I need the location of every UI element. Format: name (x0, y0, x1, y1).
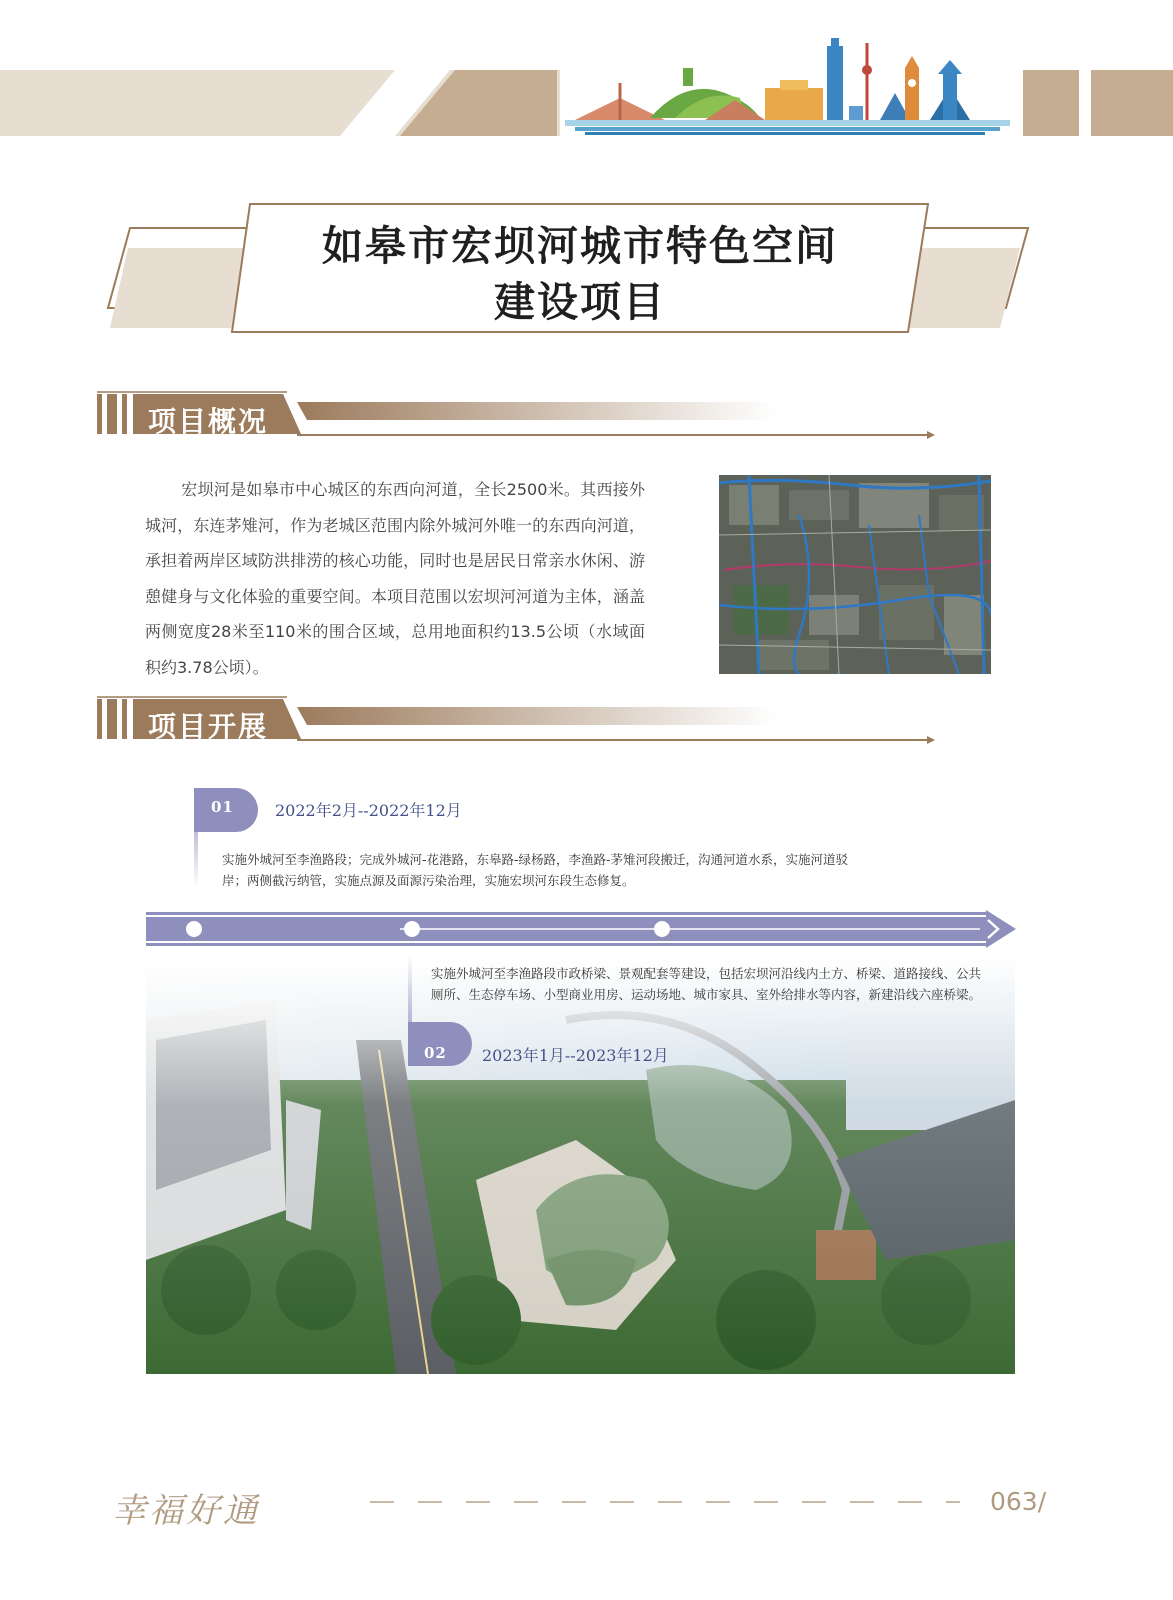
river-location-map (719, 475, 991, 674)
page-title (250, 218, 910, 330)
timeline-step-01-number: 01 (211, 798, 234, 816)
page-title-line-1: 如皋市宏坝河城市特色空间 (322, 222, 838, 270)
timeline-step-02-number: 02 (424, 1044, 447, 1062)
city-skyline-illustration (565, 38, 1015, 138)
timeline-step-02-desc: 实施外城河至李渔路段市政桥梁、景观配套等建设，包括宏坝河沿线内土方、桥梁、道路接线、公共厕所、生态停车场、小型商业用房、运动场地、城市家具、室外给排水等内容，新建沿线六座桥梁。 (431, 966, 982, 1002)
footer-dashed-line (370, 1500, 960, 1504)
timeline-step-01-date: 2022年2月--2022年12月 (275, 801, 462, 820)
page-title-line-2: 建设项目 (494, 278, 666, 326)
header-block-right-2 (1091, 70, 1173, 136)
timeline-graphic (140, 780, 1020, 1080)
overview-paragraph (145, 472, 645, 685)
timeline-step-02-date: 2023年1月--2023年12月 (482, 1046, 669, 1065)
page-number: 063/ (990, 1487, 1047, 1516)
overview-text: 宏坝河是如皋市中心城区的东西向河道，全长2500米。其西接外城河，东连茅雉河，作为老城区范围内除外城河外唯一的东西向河道，承担着两岸区域防洪排涝的核心功能，同时也是居民日常亲水休闲、游憩健身与文化体验的重要空间。本项目范围以宏坝河河道为主体，涵盖两侧宽度28米至110米的围合区域，总用地面积约13.5公顷（水域面积约3.78公顷）。 (145, 480, 645, 677)
timeline-step-01-desc: 实施外城河至李渔路段；完成外城河-花港路，东皋路-绿杨路，李渔路-茅雉河段搬迁，沟通河道水系，实施河道驳岸；两侧截污纳管，实施点源及面源污染治理，实施宏坝河东段生态修复。 (222, 852, 849, 888)
section-heading-progress: 项目开展 (148, 710, 269, 743)
header-block-right-1 (1023, 70, 1079, 136)
section-heading-overview: 项目概况 (148, 405, 269, 438)
footer-logo: 幸福好通 (112, 1491, 260, 1531)
